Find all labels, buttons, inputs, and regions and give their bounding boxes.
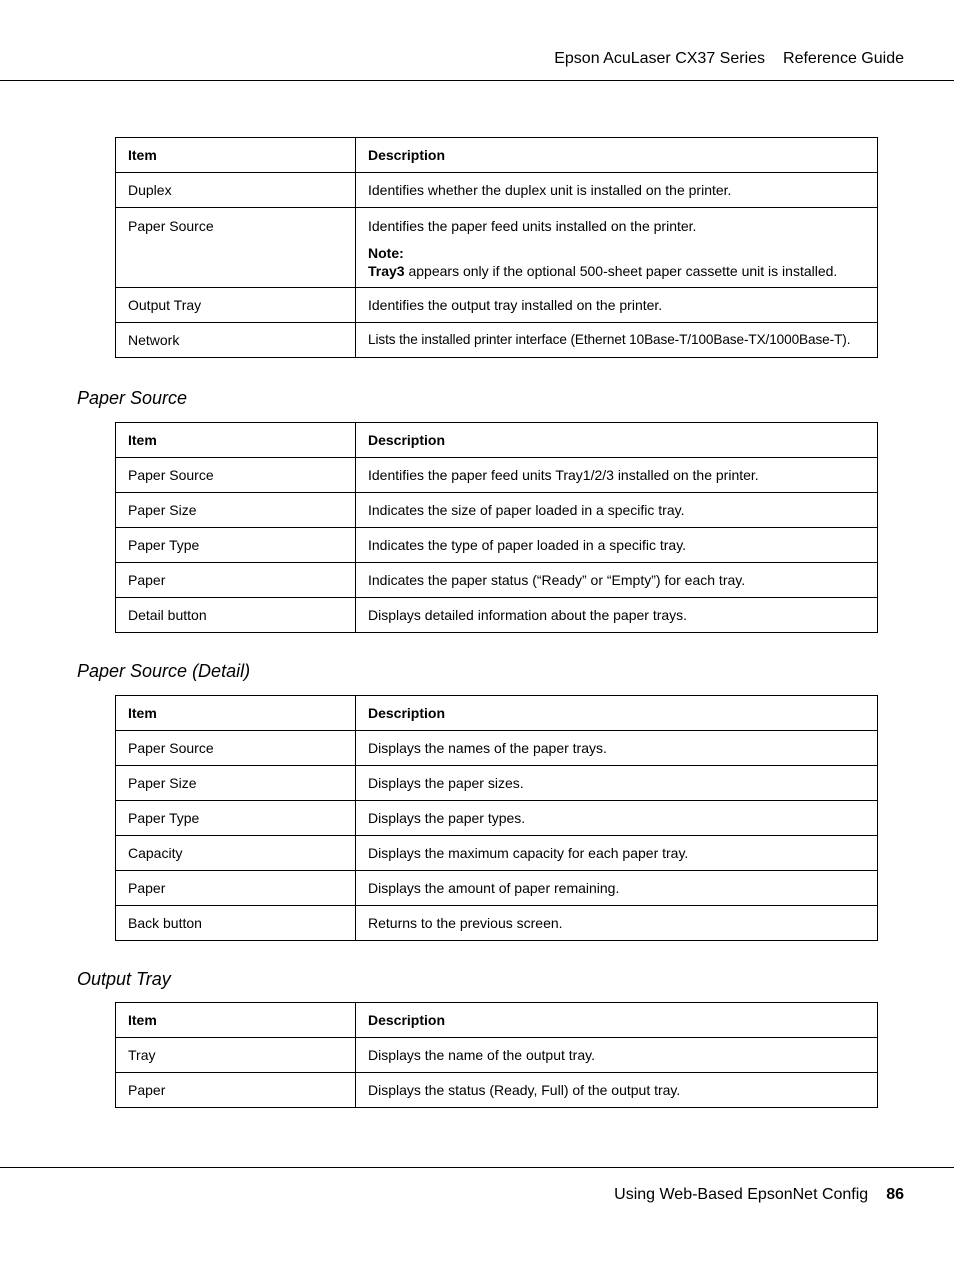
row-item: Network (116, 323, 356, 358)
row-item: Paper (116, 563, 356, 598)
row-description: Displays detailed information about the paper trays. (356, 598, 878, 633)
table-row (116, 766, 878, 801)
row-description: Identifies the paper feed units Tray1/2/3 installed on the printer. (356, 458, 878, 493)
table-row (116, 493, 878, 528)
page-number: 86 (886, 1186, 904, 1203)
header-rule (0, 80, 954, 81)
row-item: Detail button (116, 598, 356, 633)
table-row (116, 1038, 878, 1073)
row-item: Paper Size (116, 493, 356, 528)
table-row (116, 563, 878, 598)
row-description: Displays the name of the output tray. (356, 1038, 878, 1073)
table-row (116, 458, 878, 493)
table-row (116, 598, 878, 633)
row-item: Tray (116, 1038, 356, 1073)
row-item: Paper Type (116, 528, 356, 563)
table-output-tray (115, 1002, 878, 1108)
table-header-row (116, 1003, 878, 1038)
section-title-paper-source: Paper Source (77, 388, 188, 408)
footer-rule (0, 1167, 954, 1168)
row-item: Paper (116, 1073, 356, 1108)
table-row (116, 208, 878, 288)
section-title-paper-source-detail: Paper Source (Detail) (77, 661, 251, 681)
row-item: Paper Source (116, 208, 356, 288)
row-description: Indicates the size of paper loaded in a specific tray. (356, 493, 878, 528)
table-row (116, 731, 878, 766)
row-description: Lists the installed printer interface (Ethernet 10Base-T/100Base-TX/1000Base-T). (356, 323, 878, 358)
row-description: Identifies the paper feed units installed on the printer. (368, 218, 697, 234)
column-header-item: Item (116, 696, 356, 731)
row-description: Displays the maximum capacity for each paper tray. (356, 836, 878, 871)
table-header-row (116, 696, 878, 731)
section-title-output-tray: Output Tray (77, 969, 171, 989)
column-header-description: Description (356, 696, 878, 731)
table-row (116, 173, 878, 208)
row-item: Paper (116, 871, 356, 906)
column-header-item: Item (116, 138, 356, 173)
note-tray-name: Tray3 (368, 263, 405, 279)
row-item: Output Tray (116, 288, 356, 323)
row-description: Identifies whether the duplex unit is installed on the printer. (356, 173, 878, 208)
row-item: Capacity (116, 836, 356, 871)
column-header-description: Description (356, 1003, 878, 1038)
row-description: Returns to the previous screen. (356, 906, 878, 941)
column-header-item: Item (116, 1003, 356, 1038)
table-printer-info (115, 137, 878, 358)
row-item: Back button (116, 906, 356, 941)
row-item: Duplex (116, 173, 356, 208)
table-row (116, 836, 878, 871)
table-header-row (116, 138, 878, 173)
row-description: Indicates the paper status (“Ready” or “Empty”) for each tray. (356, 563, 878, 598)
table-row (116, 528, 878, 563)
table-header-row (116, 423, 878, 458)
table-row (116, 323, 878, 358)
row-description: Displays the status (Ready, Full) of the output tray. (356, 1073, 878, 1108)
row-description: Indicates the type of paper loaded in a specific tray. (356, 528, 878, 563)
table-paper-source (115, 422, 878, 633)
row-description: Displays the paper sizes. (356, 766, 878, 801)
note-label: Note: (368, 245, 404, 261)
row-description-with-note (356, 208, 878, 288)
table-row (116, 801, 878, 836)
header-guide: Reference Guide (783, 50, 904, 67)
table-row (116, 288, 878, 323)
row-description: Displays the names of the paper trays. (356, 731, 878, 766)
row-item: Paper Size (116, 766, 356, 801)
row-item: Paper Source (116, 458, 356, 493)
table-row (116, 871, 878, 906)
table-row (116, 906, 878, 941)
row-item: Paper Source (116, 731, 356, 766)
header-product: Epson AcuLaser CX37 Series (554, 50, 766, 67)
table-paper-source-detail (115, 695, 878, 941)
table-row (116, 1073, 878, 1108)
footer-chapter: Using Web-Based EpsonNet Config (614, 1186, 869, 1203)
running-header (554, 50, 904, 68)
column-header-description: Description (356, 138, 878, 173)
row-description: Identifies the output tray installed on the printer. (356, 288, 878, 323)
row-description: Displays the amount of paper remaining. (356, 871, 878, 906)
column-header-description: Description (356, 423, 878, 458)
running-footer (614, 1186, 904, 1204)
note-text: appears only if the optional 500-sheet paper cassette unit is installed. (404, 263, 838, 279)
row-item: Paper Type (116, 801, 356, 836)
column-header-item: Item (116, 423, 356, 458)
row-description: Displays the paper types. (356, 801, 878, 836)
